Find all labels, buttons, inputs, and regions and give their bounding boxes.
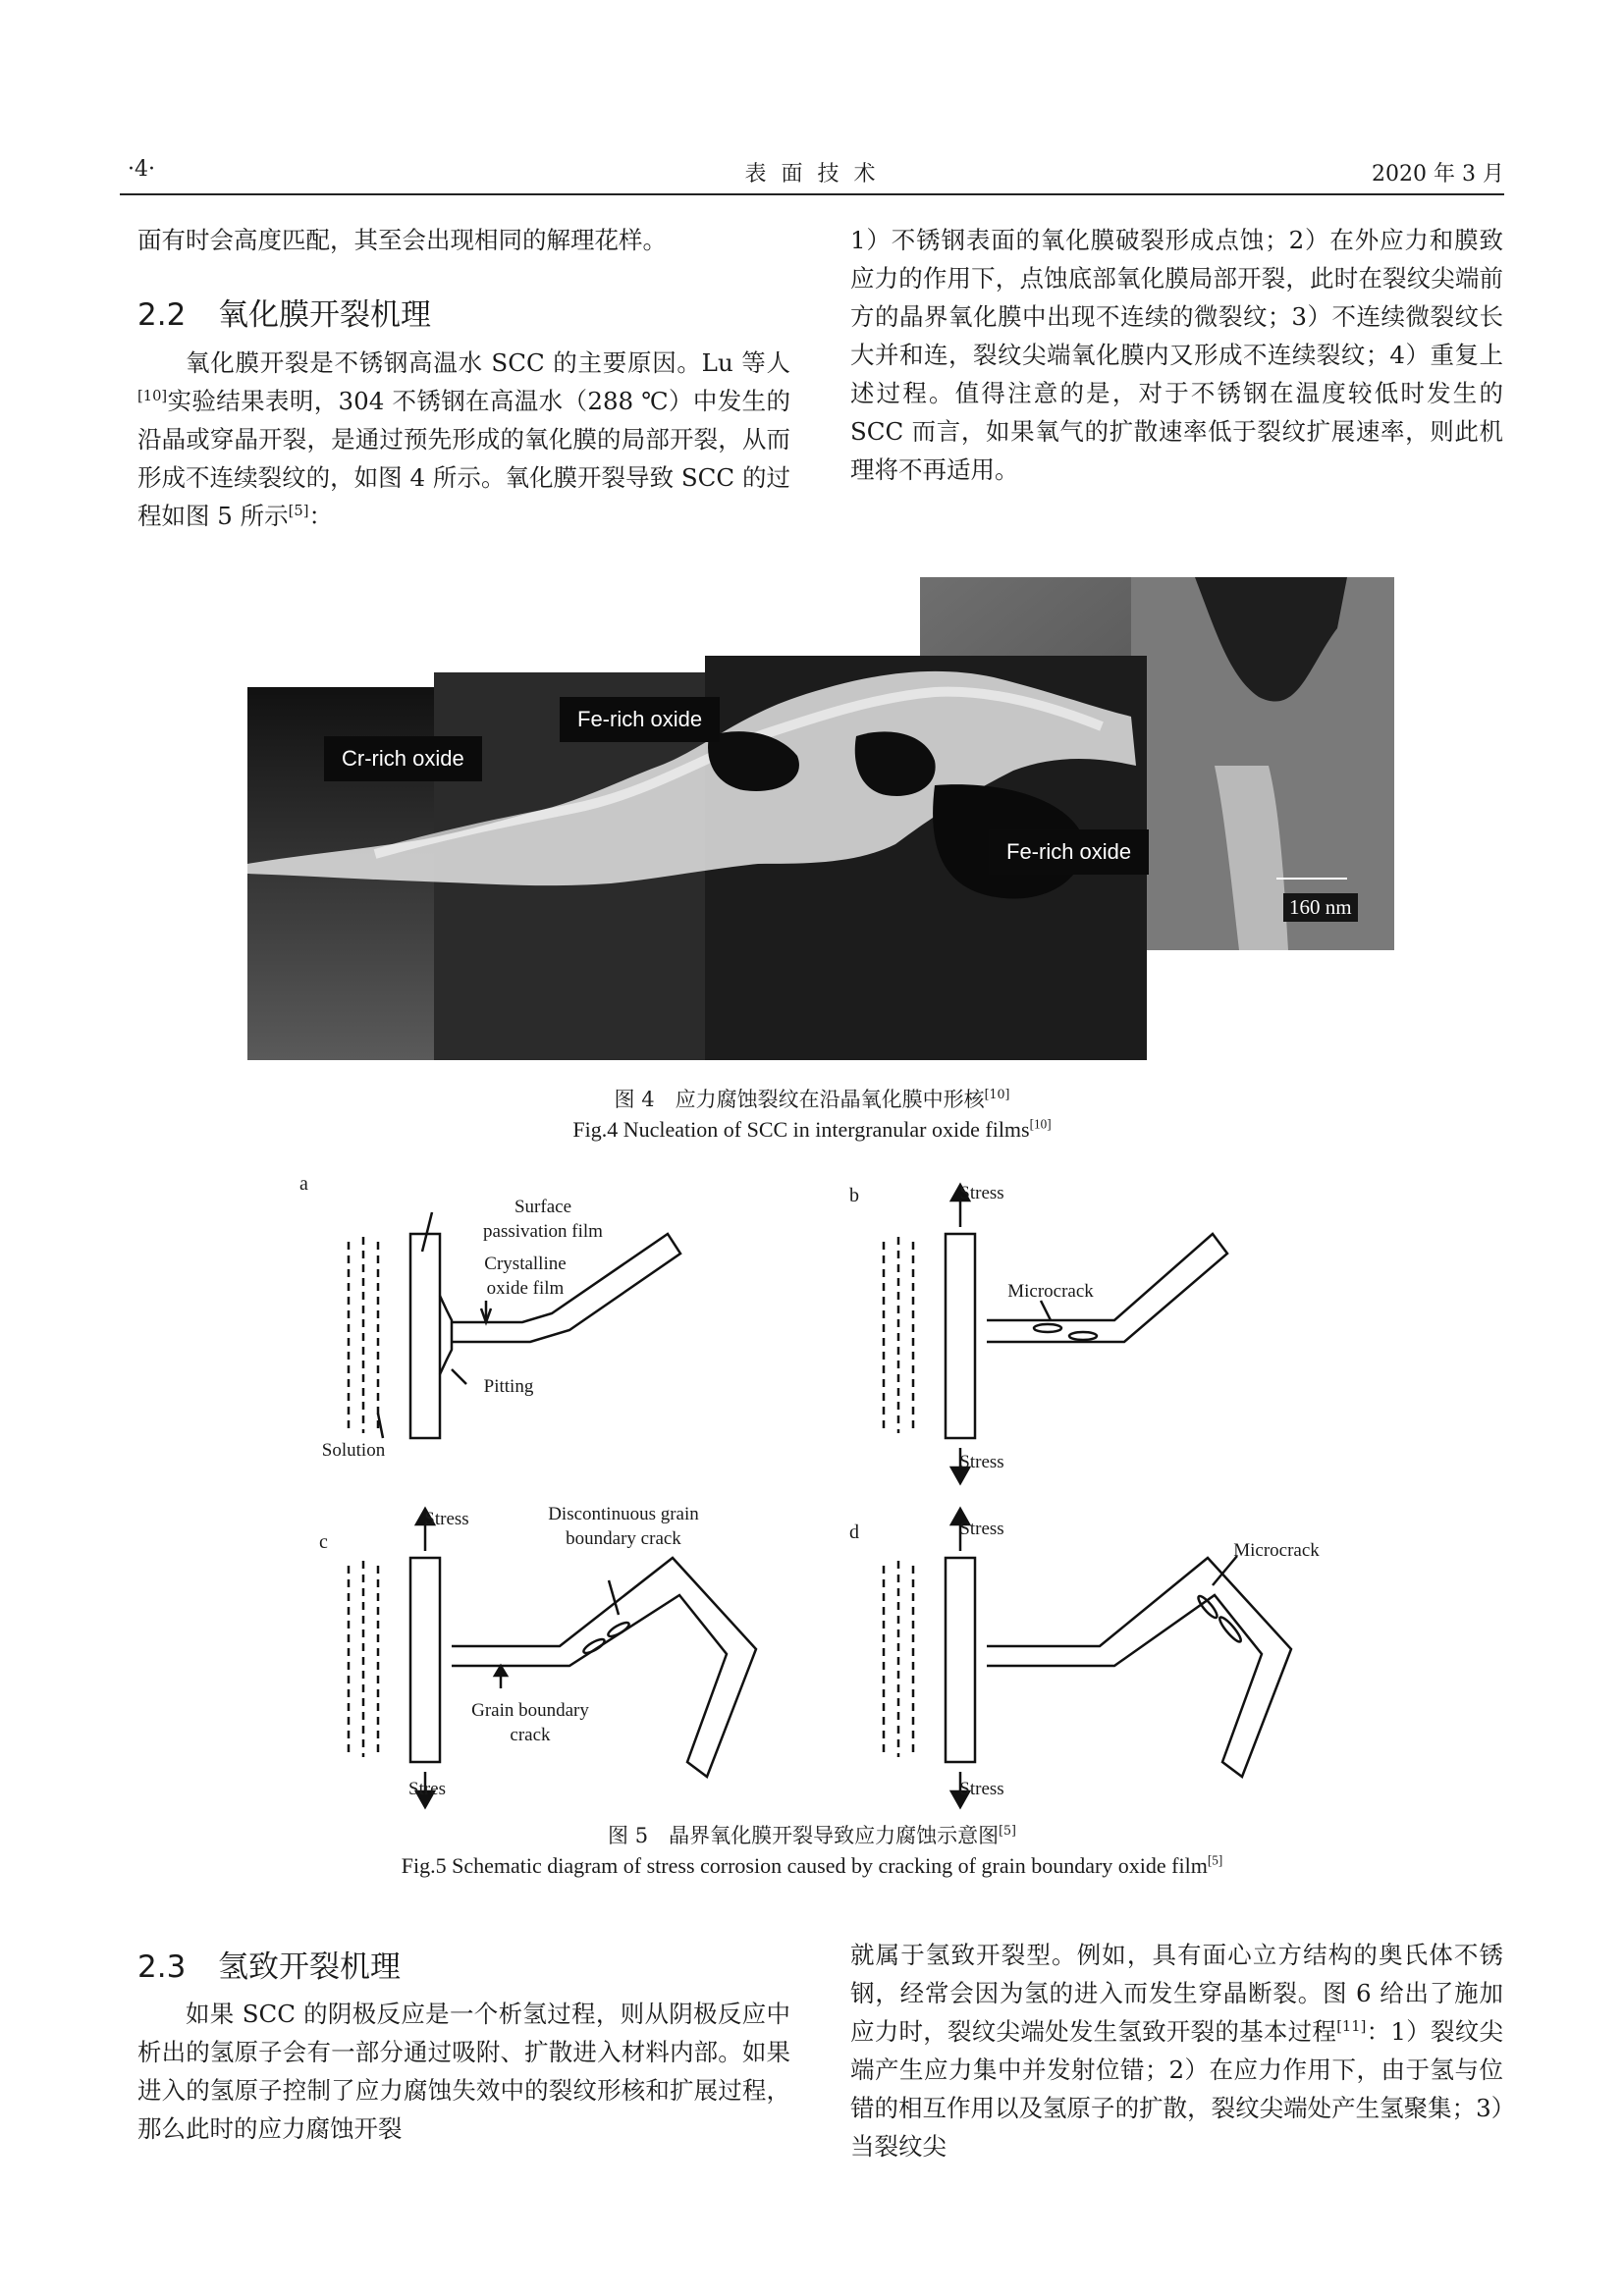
section-heading-2-2 <box>137 290 431 334</box>
page-number: ·4· <box>128 157 155 182</box>
figure-5-caption-en <box>0 1853 1624 1879</box>
citation: [5] <box>1207 1852 1223 1868</box>
citation: [10] <box>1029 1116 1052 1132</box>
microcrack-label: Microcrack <box>1233 1540 1320 1561</box>
microcrack-label: Microcrack <box>1007 1281 1094 1302</box>
citation: [5] <box>999 1823 1016 1838</box>
para-text: 实验结果表明，304 不锈钢在高温水（288 ℃）中发生的沿晶或穿晶开裂，是通过预先形成的氧化膜的局部开裂，从而形成不连续裂纹的，如图 4 所示。氧化膜开裂导致 SCC 的过程如图 5 所示 <box>137 387 790 530</box>
caption-text: Fig.5 Schematic diagram of stress corrosion caused by cracking of grain boundary oxide film <box>401 1853 1208 1878</box>
cr-rich-oxide-label: Cr-rich oxide <box>324 736 482 781</box>
stress-top-label: Stress <box>959 1519 1004 1539</box>
figure-4-caption-cn <box>0 1084 1624 1113</box>
stress-top-label: Stress <box>959 1183 1004 1203</box>
stress-bottom-label: Stress <box>959 1452 1004 1472</box>
section-title: 氢致开裂机理 <box>218 1949 401 1985</box>
figure-4-micrograph <box>247 569 1396 1060</box>
stress-top-label: Stress <box>424 1509 469 1529</box>
figure-4-caption-en <box>0 1117 1624 1143</box>
fe-rich-oxide-label-2: Fe-rich oxide <box>989 829 1149 875</box>
right-column-bottom <box>850 1936 1503 2165</box>
para-text: 如果 SCC 的阴极反应是一个析氢过程，则从阴极反应中析出的氢原子会有一部分通过吸附、扩散进入材料内部。如果进入的氢原子控制了应力腐蚀失效中的裂纹形核和扩展过程，那么此时的应力腐蚀开裂 <box>137 2000 790 2143</box>
citation: [5] <box>288 502 309 519</box>
para-text: ：1）裂纹尖端产生应力集中并发射位错；2）在应力作用下，由于氢与位错的相互作用以及氢原子的扩散，裂纹尖端处产生氢聚集；3）当裂纹尖 <box>850 2017 1504 2161</box>
header-rule <box>120 193 1504 195</box>
caption-text: 图 4 应力腐蚀裂纹在沿晶氧化膜中形核 <box>614 1088 985 1111</box>
para-text: 就属于氢致开裂型。例如，具有面心立方结构的奥氏体不锈钢，经常会因为氢的进入而发生穿晶断裂。图 6 给出了施加应力时，裂纹尖端处发生氢致开裂的基本过程 <box>850 1941 1503 2046</box>
pitting-label: Pitting <box>483 1376 534 1397</box>
figure-5-schematic <box>295 1173 1375 1811</box>
panel-d-letter: d <box>849 1522 859 1543</box>
section-title: 氧化膜开裂机理 <box>218 297 431 333</box>
section-number: 2.3 <box>137 1949 187 1985</box>
grain-boundary-crack-label: Grain boundary crack <box>471 1700 589 1745</box>
mechanism-steps: 1）不锈钢表面的氧化膜破裂形成点蚀；2）在外应力和膜致应力的作用下，点蚀底部氧化膜局部开裂，此时在裂纹尖端前方的晶界氧化膜中出现不连续的微裂纹；3）不连续微裂纹长大并和连，裂纹尖端氧化膜内又形成不连续裂纹；4）重复上述过程。值得注意的是，对于不锈钢在温度较低时发生的 SCC 而言，如果氧气的扩散速率低于裂纹扩展速率，则此机理将不再适用。 <box>850 226 1503 484</box>
panel-a-letter: a <box>299 1173 308 1195</box>
right-column-top <box>850 221 1503 489</box>
panel-b-letter: b <box>849 1185 859 1206</box>
discontinuous-crack-label: Discontinuous grain boundary crack <box>548 1504 699 1549</box>
caption-text: 图 5 晶界氧化膜开裂导致应力腐蚀示意图 <box>608 1824 1000 1847</box>
para-text: 氧化膜开裂是不锈钢高温水 SCC 的主要原因。Lu 等人 <box>186 348 790 377</box>
panel-c-drawing <box>349 1509 756 1807</box>
continuation-line: 面有时会高度匹配，其至会出现相同的解理花样。 <box>137 226 667 254</box>
citation: [10] <box>984 1087 1010 1101</box>
stress-bottom-label: Stres <box>408 1779 446 1799</box>
caption-text: Fig.4 Nucleation of SCC in intergranular oxide films <box>572 1117 1030 1142</box>
section-heading-2-3 <box>137 1942 401 1986</box>
section-number: 2.2 <box>137 297 187 333</box>
issue-date: 2020 年 3 月 <box>1372 162 1504 187</box>
para-text: ： <box>308 502 333 530</box>
fe-rich-oxide-label-1: Fe-rich oxide <box>560 697 720 742</box>
figure-5-caption-cn <box>0 1820 1624 1849</box>
left-column-top <box>137 221 790 259</box>
panel-a-drawing <box>349 1212 680 1438</box>
citation: [11] <box>1336 2017 1367 2035</box>
solution-label: Solution <box>321 1440 386 1461</box>
journal-title: 表 面 技 术 <box>744 162 880 187</box>
citation: [10] <box>137 387 168 404</box>
surface-passivation-label: Surface passivation film <box>483 1197 603 1242</box>
tem-image <box>247 569 1396 1060</box>
oxide-cracking-paragraph <box>137 344 790 535</box>
stress-bottom-label: Stress <box>959 1779 1004 1799</box>
panel-b-drawing <box>884 1185 1227 1483</box>
scale-bar-label: 160 nm <box>1283 893 1358 922</box>
panel-c-letter: c <box>319 1531 328 1553</box>
hydrogen-cracking-paragraph <box>137 1995 790 2148</box>
crystalline-oxide-label: Crystalline oxide film <box>484 1254 567 1299</box>
